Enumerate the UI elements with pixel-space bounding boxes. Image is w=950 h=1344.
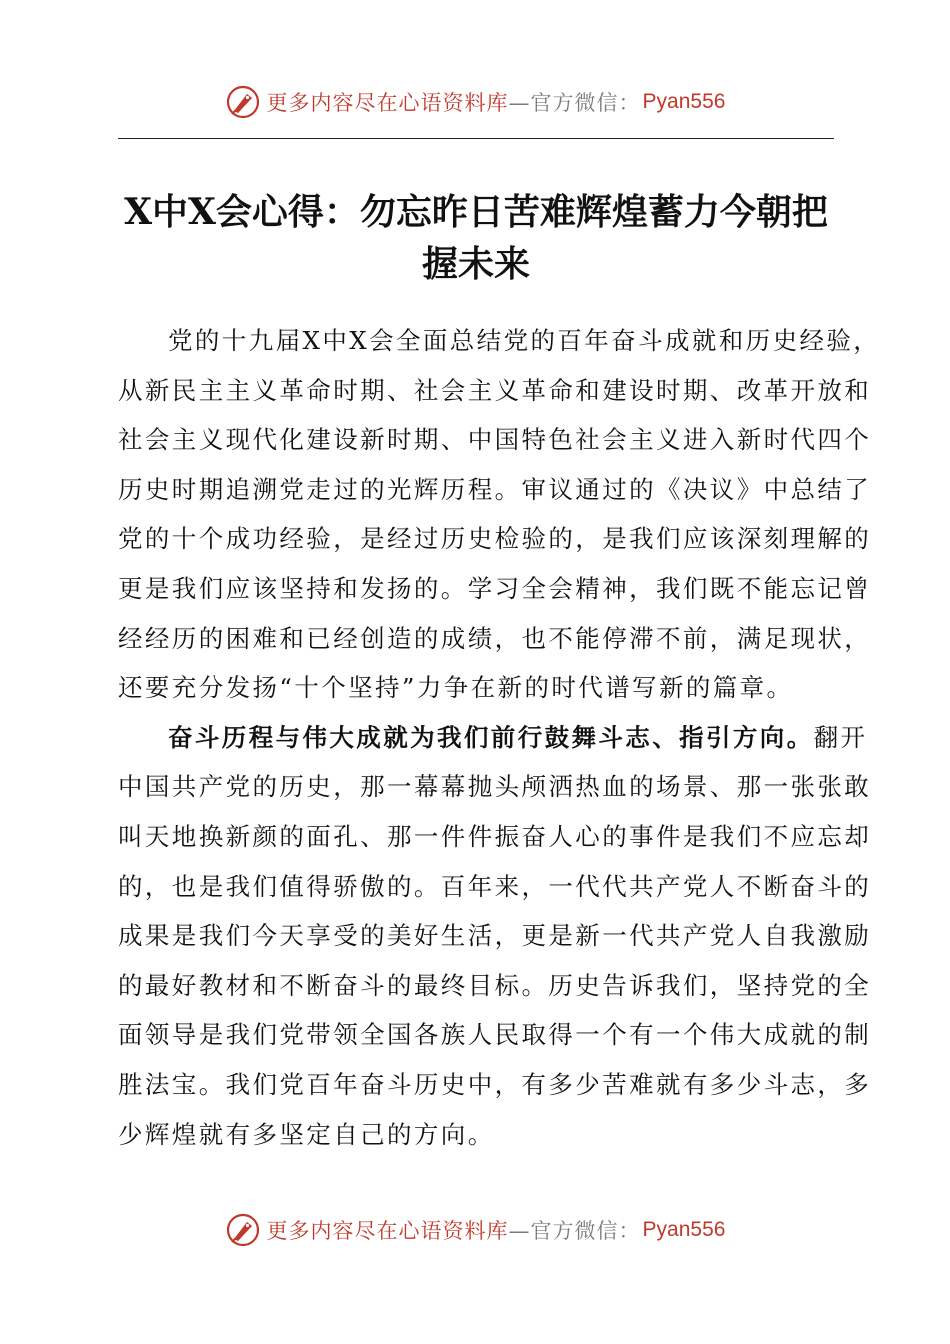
title-line-2: 握未来 — [421, 243, 530, 285]
paragraph-2-line: 胜法宝。我们党百年奋斗历史中，有多少苦难就有多少斗志，多 — [118, 1069, 872, 1099]
banner-wechat-id: Pyan556 — [642, 1218, 726, 1241]
paragraph-2-first-tail: 翻开 — [813, 722, 868, 752]
pen-nib-logo-icon — [225, 84, 261, 120]
paragraph-2-line: 中国共产党的历史，那一幕幕抛头颅洒热血的场景、那一张张敢 — [118, 772, 872, 802]
paragraph-1-line: 历史时期追溯党走过的光辉历程。审议通过的《决议》中总结了 — [118, 474, 872, 504]
banner-wechat-label: —官方微信： — [508, 1219, 641, 1243]
paragraph-1-line: 经经历的困难和已经创造的成绩，也不能停滞不前，满足现状， — [118, 623, 872, 653]
pen-nib-logo-icon — [225, 1212, 261, 1248]
paragraph-1-line: 还要充分发扬“十个坚持”力争在新的时代谱写新的篇章。 — [118, 673, 794, 703]
banner-wechat-label: —官方微信： — [508, 91, 641, 115]
header-watermark-banner — [0, 82, 950, 122]
paragraph-2-line: 的，也是我们值得骄傲的。百年来，一代代共产党人不断奋斗的 — [118, 871, 872, 901]
paragraph-1-line: 社会主义现代化建设新时期、中国特色社会主义进入新时代四个 — [118, 425, 872, 455]
banner-wechat-id: Pyan556 — [642, 90, 726, 113]
paragraph-2-line: 的最好教材和不断奋斗的最终目标。历史告诉我们，坚持党的全 — [118, 970, 872, 1000]
paragraph-1-line: 党的十九届X中X会全面总结党的百年奋斗成就和历史经验， — [168, 326, 881, 355]
header-divider — [118, 138, 834, 139]
paragraph-2-line: 叫天地换新颜的面孔、那一件件振奋人心的事件是我们不应忘却 — [118, 821, 872, 851]
banner-site-text: 更多内容尽在心语资料库 — [266, 91, 509, 115]
paragraph-2-line: 成果是我们今天享受的美好生活，更是新一代共产党人自我激励 — [118, 921, 872, 951]
paragraph-1-line: 更是我们应该坚持和发扬的。学习全会精神，我们既不能忘记曾 — [118, 573, 872, 603]
paragraph-2-line: 少辉煌就有多坚定自己的方向。 — [118, 1119, 495, 1149]
banner-site-text: 更多内容尽在心语资料库 — [266, 1219, 509, 1243]
footer-watermark-banner — [0, 1210, 950, 1250]
page-title — [118, 186, 834, 290]
paragraph-1-line: 从新民主主义革命时期、社会主义革命和建设时期、改革开放和 — [118, 375, 872, 405]
document-body — [118, 316, 881, 1159]
paragraph-2-first-line — [118, 713, 868, 763]
paragraph-1-line: 党的十个成功经验，是经过历史检验的，是我们应该深刻理解的 — [118, 524, 872, 554]
paragraph-2-lead-heading: 奋斗历程与伟大成就为我们前行鼓舞斗志、指引方向。 — [168, 722, 814, 752]
paragraph-2-line: 面领导是我们党带领全国各族人民取得一个有一个伟大成就的制 — [118, 1020, 872, 1050]
title-line-1: X中X会心得：勿忘昨日苦难辉煌蓄力今朝把 — [124, 191, 828, 233]
